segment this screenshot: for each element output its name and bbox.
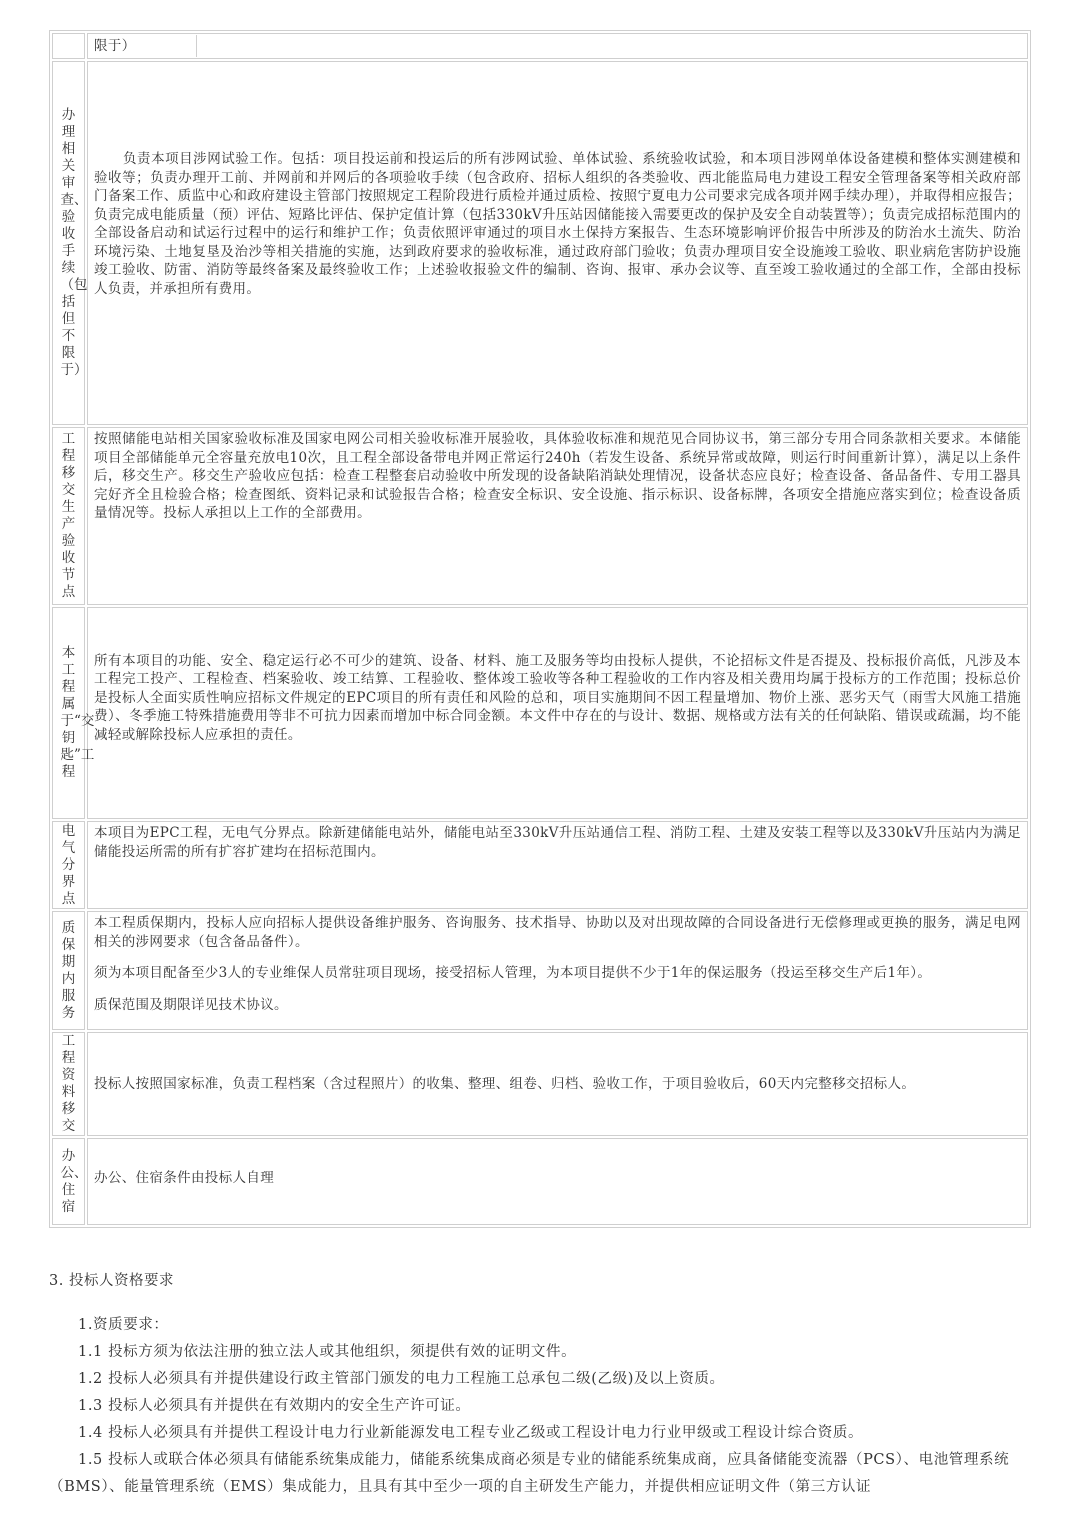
row-label: 办理相关审查、验收手续（包括但不限于） (60, 107, 88, 378)
row-text: 质保范围及期限详见技术协议。 (94, 996, 288, 1013)
table-row (52, 61, 1028, 425)
row-label: 工程资料移交 (61, 1033, 76, 1134)
row-content-cell (87, 61, 1028, 425)
row-label: 本工程属于“交钥匙”工程 (60, 645, 95, 780)
table-row-top (52, 33, 1028, 59)
row-content-cell (87, 607, 1028, 819)
row-content-cell (87, 1032, 1028, 1136)
row-content-cell (87, 33, 1028, 59)
list-item: 1.2 投标人必须具有并提供建设行政主管部门颁发的电力工程施工总承包二级(乙级)及以上资质。 (78, 1371, 725, 1387)
bidder-qualification-section (49, 1268, 1039, 1501)
table-row (52, 1138, 1028, 1225)
row-label-cell (52, 33, 85, 59)
list-item: 1.3 投标人必须具有并提供在有效期内的安全生产许可证。 (78, 1398, 471, 1414)
row-text: 所有本项目的功能、安全、稳定运行必不可少的建筑、设备、材料、施工及服务等均由投标人提供，不论招标文件是否提及、投标报价高低，凡涉及本工程完工投产、工程检查、档案验收、竣工结算、工程验收、整体竣工验收等各种工程验收的工作内容及相关费用均属于投标方的工作范围；投标总价是投标人全面实质性响应招标文件规定的EPC项目的所有责任和风险的总和，项目实施期间不因工程量增加、物价上涨、恶劣天气（雨雪大风施工措施费）、冬季施工特殊措施费用等非不可抗力因素而增加中标合同金额。本文件中存在的与设计、数据、规格或方法有关的任何缺陷、错误或疏漏，均不能减轻或解除投标人应承担的责任。 (94, 652, 1021, 743)
row-content-cell (87, 911, 1028, 1030)
row-text: 本工程质保期内，投标人应向招标人提供设备维护服务、咨询服务、技术指导、协助以及对出现故障的合同设备进行无偿修理或更换的服务，满足电网相关的涉网要求（包含备品备件）。 (94, 915, 1021, 950)
table-row (52, 427, 1028, 605)
requirements-table (49, 30, 1031, 1228)
list-item: 1.5 投标人或联合体必须具有储能系统集成能力，储能系统集成商必须是专业的储能系统集成商，应具备储能变流器（PCS）、电池管理系统（BMS）、能量管理系统（EMS）集成能力，且具有其中至少一项的自主研发生产能力，并提供相应证明文件（第三方认证 (49, 1452, 1010, 1495)
table-row (52, 1032, 1028, 1136)
row-text: 须为本项目配备至少3人的专业维保人员常驻项目现场，接受招标人管理，为本项目提供不少于1年的保运服务（投运至移交生产后1年）。 (94, 965, 932, 981)
row-label-cell (52, 821, 85, 909)
row-label: 质保期内服务 (61, 919, 76, 1021)
table-row (52, 821, 1028, 909)
row-label: 电气分界点 (61, 822, 76, 907)
row-label-cell (52, 607, 95, 819)
row-label-cell (52, 61, 88, 425)
row-text: 限于） (88, 35, 197, 57)
row-content-cell (87, 1138, 1028, 1225)
row-label-cell (52, 911, 85, 1030)
list-item: 1.4 投标人必须具有并提供工程设计电力行业新能源发电工程专业乙级或工程设计电力行业甲级或工程设计综合资质。 (78, 1425, 864, 1441)
row-label-cell (52, 1138, 88, 1225)
table-row (52, 607, 1028, 819)
section-heading: 3. 投标人资格要求 (49, 1273, 174, 1289)
row-label-cell (52, 427, 85, 605)
table-row (52, 911, 1028, 1030)
list-item: 1.资质要求： (78, 1317, 169, 1333)
list-item: 1.1 投标方须为依法注册的独立法人或其他组织，须提供有效的证明文件。 (78, 1344, 577, 1360)
row-content-cell (87, 427, 1028, 605)
row-text: 负责本项目涉网试验工作。包括：项目投运前和投运后的所有涉网试验、单体试验、系统验收试验，和本项目涉网单体设备建模和整体实测建模和验收等；负责办理开工前、并网前和并网后的各项验收手续（包含政府、招标人组织的各类验收、西北能监局电力建设工程安全管理备案等相关政府部门备案工作、质监中心和政府建设主管部门按照规定工程阶段进行质检并通过质检、按照宁夏电力公司要求完成各项并网手续办理），并取得相应报告；负责完成电能质量（预）评估、短路比评估、保护定值计算（包括330kV升压站因储能接入需要更改的保护及安全自动装置等）；负责完成招标范围内的全部设备启动和试运行过程中的运行和维护工作；负责依照评审通过的项目水土保持方案报告、生态环境影响评价报告中所涉及的防治水土流失、防治环境污染、土地复垦及治沙等相关措施的实施，达到政府要求的验收标准，通过政府部门验收；负责办理项目安全设施竣工验收、职业病危害防护设施竣工验收、防雷、消防等最终备案及最终验收工作；上述验收报验文件的编制、咨询、报审、承办会议等、直至竣工验收通过的全部工作，全部由投标人负责，并承担所有费用。 (94, 151, 1021, 297)
row-text: 按照储能电站相关国家验收标准及国家电网公司相关验收标准开展验收，具体验收标准和规范见合同协议书，第三部分专用合同条款相关要求。本储能项目全部储能单元全容量充放电10次，且工程全部设备带电并网正常运行240h（若发生设备、系统异常或故障，则运行时间重新计算），满足以上条件后，移交生产。移交生产验收应包括：检查工程整套启动验收中所发现的设备缺陷消缺处理情况，设备状态应良好；检查设备、备品备件、专用工器具完好齐全且检验合格；检查图纸、资料记录和试验报告合格；检查安全标识、安全设施、指示标识、设备标牌，各项安全措施应落实到位；检查设备质量情况等。投标人承担以上工作的全部费用。 (94, 431, 1021, 521)
row-text: 投标人按照国家标准，负责工程档案（含过程照片）的收集、整理、组卷、归档、验收工作，于项目验收后，60天内完整移交招标人。 (94, 1075, 916, 1092)
row-text: 办公、住宿条件由投标人自理 (94, 1170, 275, 1187)
row-label-cell (52, 1032, 85, 1136)
row-content-cell (87, 821, 1028, 909)
row-label: 办公、住宿 (60, 1147, 88, 1215)
row-label: 工程移交生产验收节点 (61, 431, 76, 600)
row-text: 本项目为EPC工程，无电气分界点。除新建储能电站外，储能电站至330kV升压站通信工程、消防工程、土建及安装工程等以及330kV升压站内为满足储能投运所需的所有扩容扩建均在招标范围内。 (94, 825, 1021, 860)
